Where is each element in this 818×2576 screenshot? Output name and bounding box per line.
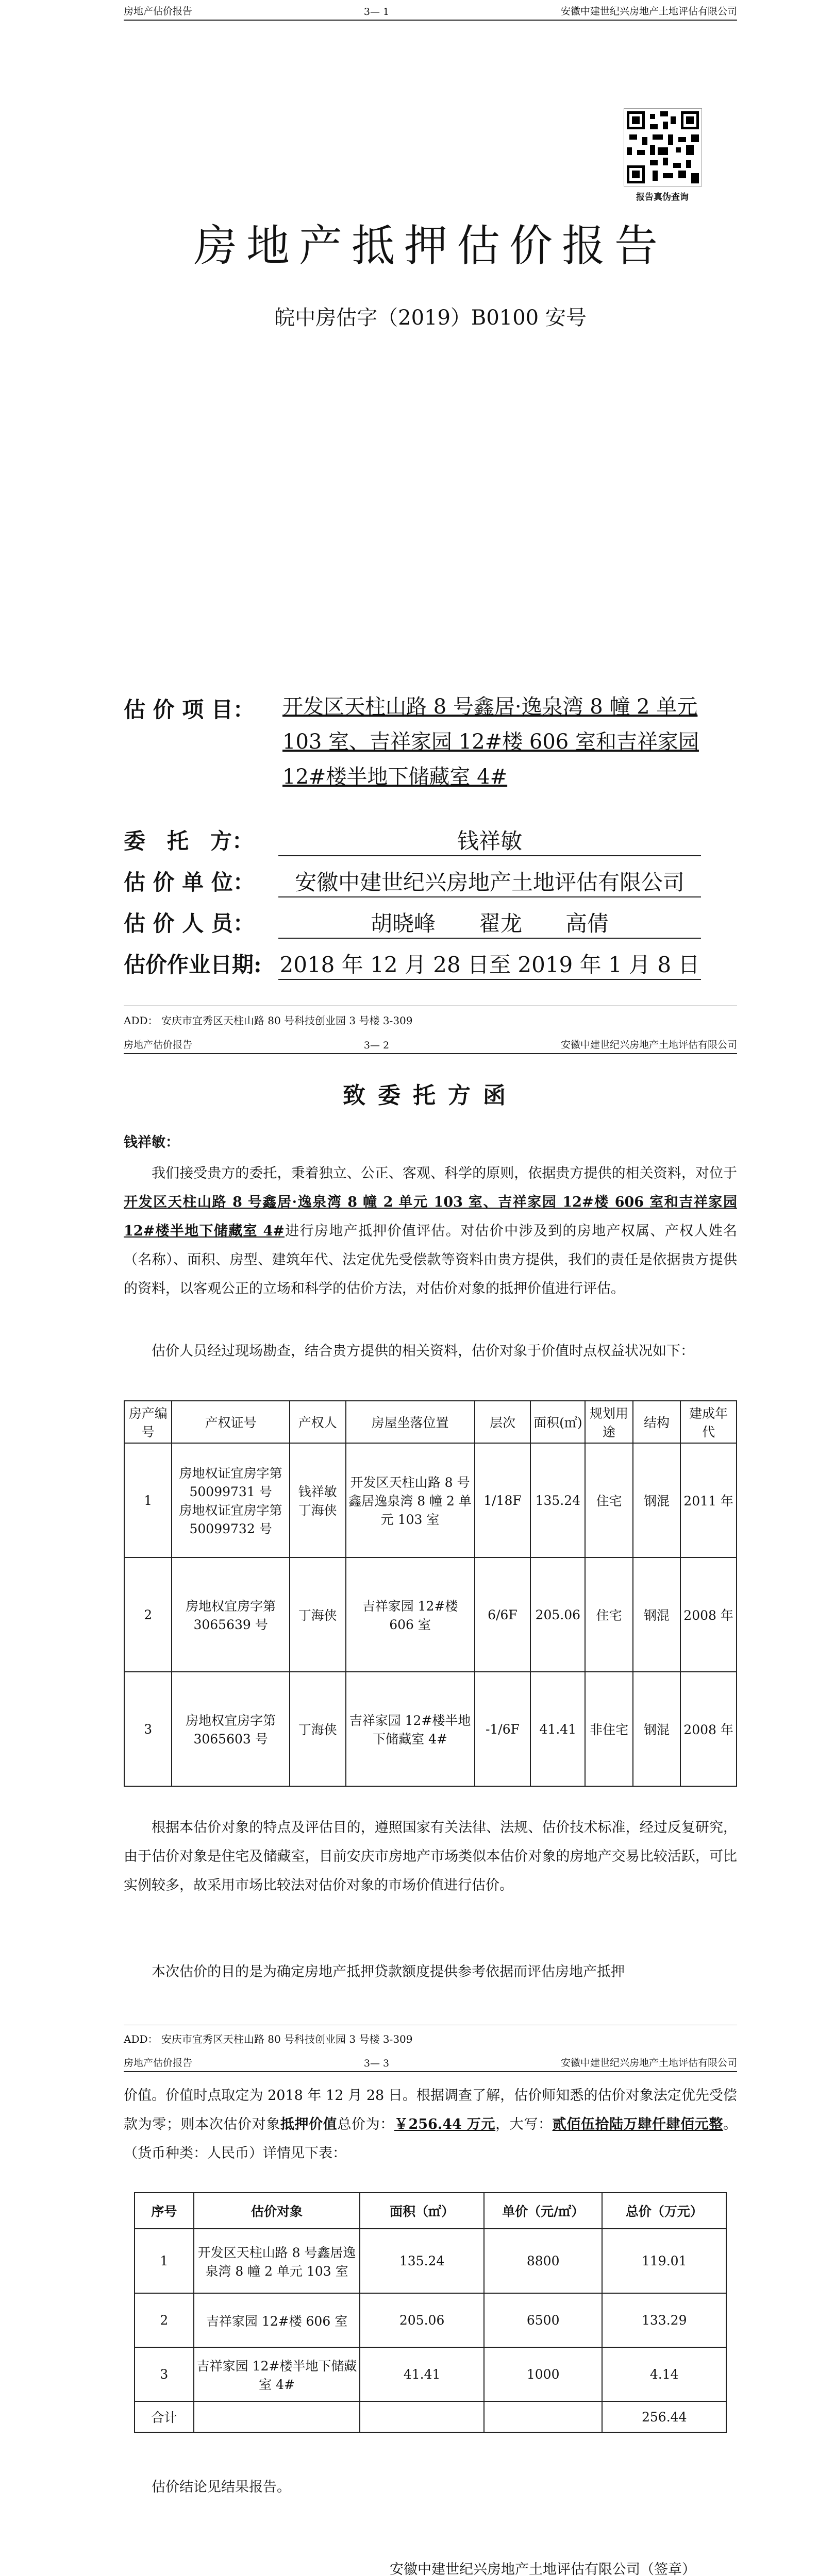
unit-label: 估 价 单 位： — [124, 870, 255, 895]
header-page-number: 3— 2 — [363, 1040, 390, 1051]
header-page-number: 3— 3 — [363, 2058, 390, 2069]
header-divider — [124, 2071, 737, 2072]
item-value: 开发区天柱山路 8 号鑫居·逸泉湾 8 幢 2 单元 103 室、吉祥家园 12#楼 606 室和吉祥家园 12#楼半地下储藏室 4# — [282, 695, 699, 789]
header-company: 安徽中建世纪兴房地产土地评估有限公司 — [560, 6, 737, 17]
table-total-row: 合计 256.44 — [135, 2401, 726, 2432]
staff-row — [124, 907, 701, 939]
table-row: 3 房地权宜房字第 3065603 号 丁海侠 吉祥家园 12#楼半地下储藏室 4# -1/6F 41.41 非住宅 钢混 2008 年 — [124, 1672, 737, 1786]
letter-paragraph-2: 估价人员经过现场勘查，结合贵方提供的相关资料，估价对象于价值时点权益状况如下： — [152, 1343, 694, 1359]
unit-value: 安徽中建世纪兴房地产土地评估有限公司 — [278, 866, 701, 897]
header-left: 房地产估价报告 — [124, 6, 193, 17]
date-value: 2018 年 12 月 28 日至 2019 年 1 月 8 日 — [278, 948, 701, 980]
table-row: 3 吉祥家园 12#楼半地下储藏室 4# 41.41 1000 4.14 — [135, 2347, 726, 2401]
letter-paragraph-4: 本次估价的目的是为确定房地产抵押贷款额度提供参考依据而评估房地产抵押 — [152, 1964, 625, 1980]
table-row: 1 开发区天柱山路 8 号鑫居逸泉湾 8 幢 2 单元 103 室 135.24 8800 119.01 — [135, 2229, 726, 2293]
salutation: 钱祥敏： — [124, 1134, 179, 1150]
client-label: 委 托 方： — [124, 828, 254, 854]
staff-label: 估 价 人 员： — [124, 911, 255, 936]
page-header — [124, 0, 737, 18]
unit-row — [124, 866, 701, 897]
page-footer: ADD： 安庆市宜秀区天柱山路 80 号科技创业园 3 号楼 3-309 — [124, 2033, 413, 2045]
header-page-number: 3— 1 — [363, 6, 390, 18]
header-left: 房地产估价报告 — [124, 2057, 193, 2069]
page-header — [124, 1033, 737, 1051]
table-row: 2 房地权宜房字第 3065639 号 丁海侠 吉祥家园 12#楼 606 室 6/6F 205.06 住宅 钢混 2008 年 — [124, 1557, 737, 1672]
table-row: 1 房地权证宜房字第 50099731 号 房地权证宜房字第 50099732 号 钱祥敏 丁海侠 开发区天柱山路 8 号鑫居逸泉湾 8 幢 2 单元 103 室 1/18F 135.24 住宅 钢混 2011 年 — [124, 1443, 737, 1557]
letter-paragraph-3: 根据本估价对象的特点及评估目的，遵照国家有关法律、法规、估价技术标准，经过反复研究，由于估价对象是住宅及储藏室，目前安庆市房地产市场类似本估价对象的房地产交易比较活跃，可比实例较多，故采用市场比较法对估价对象的市场价值进行估价。 — [124, 1820, 737, 1893]
report-title: 房地产抵押估价报告 — [193, 221, 667, 271]
table-header-row: 序号 估价对象 面积（㎡） 单价（元/㎡） 总价（万元） — [135, 2193, 726, 2229]
letter-paragraph-1: 我们接受贵方的委托，秉着独立、公正、客观、科学的原则，依据贵方提供的相关资料，对位于开发区天柱山路 8 号鑫居·逸泉湾 8 幢 2 单元 103 室、吉祥家园 12#楼 606 室和吉祥家园 12#楼半地下储藏室 4#进行房地产抵押价值评估。对估价中涉及到的房地产权属、产权人姓名（名称）、面积、房型、建筑年代、法定优先受偿款等资料由贵方提供，我们的责任是依据贵方提供的资料，以客观公正的立场和科学的估价方法，对估价对象的抵押价值进行评估。 — [124, 1165, 737, 1297]
header-divider — [124, 20, 737, 21]
client-value: 钱祥敏 — [278, 824, 701, 856]
letter-paragraph-6: 估价结论见结果报告。 — [152, 2479, 291, 2495]
report-number: 皖中房估字（2019）B0100 安号 — [274, 306, 587, 330]
rights-table — [124, 1400, 737, 1787]
date-row — [124, 948, 701, 980]
header-company: 安徽中建世纪兴房地产土地评估有限公司 — [560, 1039, 737, 1050]
header-left: 房地产估价报告 — [124, 1039, 193, 1050]
qr-code-label: 报告真伪查询 — [636, 192, 689, 202]
item-row — [124, 693, 278, 724]
header-company: 安徽中建世纪兴房地产土地评估有限公司 — [560, 2057, 737, 2069]
date-label: 估价作业日期: — [124, 952, 262, 977]
table-header-row: 房产编号 产权证号 产权人 房屋坐落位置 层次 面积(㎡) 规划用途 结构 建成年代 — [124, 1401, 737, 1443]
letter-paragraph-5: 价值。价值时点取定为 2018 年 12 月 28 日。根据调查了解，估价师知悉的估价对象法定优先受偿款为零；则本次估价对象抵押价值总价为：￥256.44 万元，大写：贰佰伍拾陆万肆仟肆佰元整。（货币种类：人民币）详情见下表： — [124, 2088, 738, 2161]
page-footer: ADD： 安庆市宜秀区天柱山路 80 号科技创业园 3 号楼 3-309 — [124, 1014, 413, 1027]
staff-value: 胡晓峰 翟龙 高倩 — [278, 907, 701, 939]
letter-title: 致委托方函 — [343, 1082, 518, 1109]
client-row — [124, 824, 701, 856]
table-row: 2 吉祥家园 12#楼 606 室 205.06 6500 133.29 — [135, 2293, 726, 2347]
sign-company: 安徽中建世纪兴房地产土地评估有限公司（签章） — [390, 2562, 696, 2576]
page-header — [124, 2052, 737, 2069]
item-label: 估 价 项 目： — [124, 697, 255, 722]
qr-code-icon — [624, 108, 702, 187]
header-divider — [124, 1053, 737, 1054]
value-table — [134, 2192, 727, 2433]
